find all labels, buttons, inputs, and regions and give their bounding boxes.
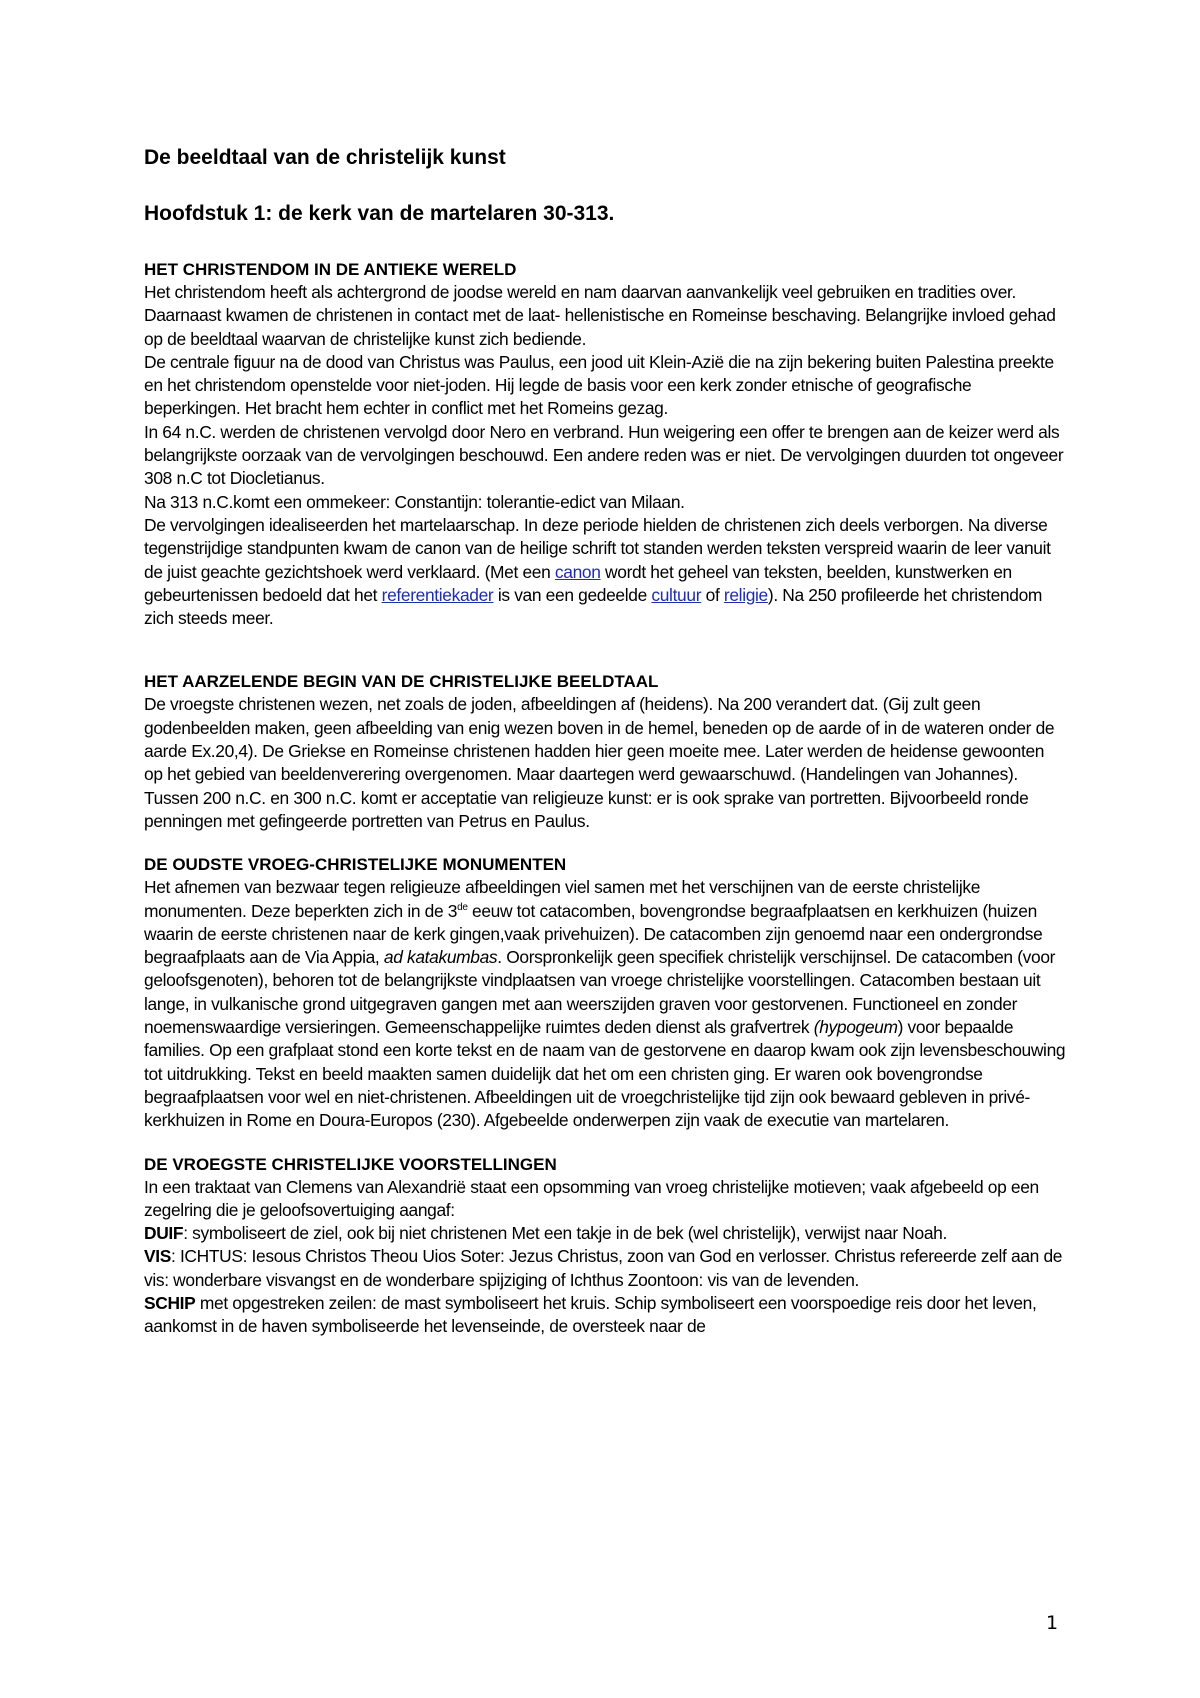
paragraph: Het christendom heeft als achtergrond de joodse wereld en nam daarvan aanvankelijk veel gebruiken en tradities over. Daarnaast kwamen de christenen in contact met de laat- hellenistische en Romeinse beschaving. Belangrijke invloed gehad op de beeldtaal waarvan de christelijke kunst zich bediende. — [144, 282, 1056, 349]
paragraph-with-links — [144, 514, 1066, 630]
section-christendom-antieke-wereld — [144, 258, 1066, 630]
page-content — [144, 144, 1066, 1339]
section-heading: HET CHRISTENDOM IN DE ANTIEKE WERELD — [144, 260, 517, 279]
section-aarzelende-begin — [144, 670, 1066, 833]
link-canon[interactable]: canon — [554, 561, 601, 582]
text-run: Het afnemen van bezwaar tegen religieuze afbeeldingen viel samen met het verschijnen van de eerste christelijke monumenten. Deze beperkten zich in de 3 — [144, 877, 981, 921]
text-run: eeuw tot catacomben, bovengrondse begraafplaatsen en kerkhuizen (huizen waarin de eerste christenen naar de kerk gingen,vaak privehuizen). De catacomben zijn genoemd naar een ondergrondse begraafplaats aan de Via Appia, — [144, 900, 1043, 968]
text-run: De vervolgingen idealiseerden het martelaarschap. In deze periode hielden de christenen zich deels verborgen. Na diverse tegenstrijdige standpunten kwam de canon van de heilige schrift tot standen werden teksten verspreid waarin de leer vanuit de juist geachte gezichtshoek werd verklaard. (Met een — [144, 514, 1051, 582]
text-run: ). Na 250 profileerde het christendom zich steeds meer. — [144, 584, 1043, 629]
paragraph: Na 313 n.C.komt een ommekeer: Constantijn: tolerantie-edict van Milaan. — [144, 491, 685, 512]
text-run: ) voor bepaalde families. Op een grafplaat stond een korte tekst en de naam van de gestorvene en daarop kwam ook zijn levensbeschouwing tot uitdrukking. Tekst en beeld maakten samen duidelijk dat het om een christen ging. Er waren ook bovengrondse begraafplaatsen voor wel en niet-christenen. Afbeeldingen uit de vroegchristelijke tijd zijn ook bewaard gebleven in privé-kerkhuizen in Rome en Doura-Europos (230). Afgebeelde onderwerpen zijn vaak de executie van martelaren. — [144, 1017, 1066, 1131]
text-run: : symboliseert de ziel, ook bij niet christenen Met een takje in de bek (wel christelijk), verwijst naar Noah. — [183, 1223, 947, 1244]
text-run: is van een gedeelde — [493, 584, 652, 605]
text-run: : ICHTUS: Iesous Christos Theou Uios Soter: Jezus Christus, zoon van God en verlosser. Christus refereerde zelf aan de vis: wonderbare visvangst en de wonderbare spijziging of Ichthus Zoontoon: vis van de levenden. — [144, 1246, 1063, 1290]
paragraph: In een traktaat van Clemens van Alexandrië staat een opsomming van vroeg christelijke motieven; vaak afgebeeld op een zegelring die je geloofsovertuiging aangaf: — [144, 1176, 1039, 1220]
document-title: De beeldtaal van de christelijk kunst — [144, 146, 506, 169]
text-run: wordt het geheel van teksten, beelden, kunstwerken en gebeurtenissen bedoeld dat het — [144, 561, 1012, 605]
section-vroegste-voorstellingen — [144, 1153, 1066, 1339]
paragraph: In 64 n.C. werden de christenen vervolgd door Nero en verbrand. Hun weigering een offer te brengen aan de keizer werd als belangrijkste oorzaak van de vervolgingen beschouwd. Een andere reden was er niet. De vervolgingen duurden tot ongeveer 308 n.C tot Diocletianus. — [144, 421, 1064, 489]
motif-label: DUIF — [144, 1223, 184, 1244]
motif-duif — [144, 1222, 1066, 1245]
text-run: of — [701, 584, 724, 605]
italic-term: ad katakumbas — [383, 947, 498, 968]
paragraph: De centrale figuur na de dood van Christus was Paulus, een jood uit Klein-Azië die na zijn bekering buiten Palestina preekte en het christendom openstelde voor niet-joden. Hij legde de basis voor een kerk zonder etnische of geografische beperkingen. Het bracht hem echter in conflict met het Romeins gezag. — [144, 351, 1054, 419]
chapter-title: Hoofdstuk 1: de kerk van de martelaren 30-313. — [144, 202, 615, 225]
link-cultuur[interactable]: cultuur — [651, 584, 702, 605]
text-run: met opgestreken zeilen: de mast symboliseert het kruis. Schip symboliseert een voorspoedige reis door het leven, aankomst in de haven symboliseerde het levenseinde, de oversteek naar de — [144, 1292, 1037, 1337]
motif-label: VIS — [144, 1246, 171, 1267]
motif-label: SCHIP — [144, 1292, 196, 1313]
paragraph: De vroegste christenen wezen, net zoals de joden, afbeeldingen af (heidens). Na 200 verandert dat. (Gij zult geen godenbeelden maken, geen afbeelding van enig wezen boven in de hemel, beneden op de aarde of in de wateren onder de aarde Ex.20,4). De Griekse en Romeinse christenen hadden hier geen moeite mee. Later werden de heidense gewoonten op het gebied van beeldenverering overgenomen. Maar daartegen werd gewaarschuwd. (Handelingen van Johannes). Tussen 200 n.C. en 300 n.C. komt er acceptatie van religieuze kunst: er is ook sprake van portretten. Bijvoorbeeld ronde penningen met gefingeerde portretten van Petrus en Paulus. — [144, 694, 1055, 831]
italic-term: (hypogeum — [813, 1017, 898, 1038]
section-heading: HET AARZELENDE BEGIN VAN DE CHRISTELIJKE BEELDTAAL — [144, 672, 659, 692]
section-heading: DE VROEGSTE CHRISTELIJKE VOORSTELLINGEN — [144, 1154, 557, 1174]
superscript: de — [457, 901, 468, 913]
motif-schip — [144, 1292, 1066, 1339]
text-run: . Oorspronkelijk geen specifiek christelijk verschijnsel. De catacomben (voor geloofsgenoten), behoren tot de belangrijkste vindplaatsen van vroege christelijke voorstellingen. Catacomben bestaan uit lange, in vulkanische grond uitgegraven gangen met aan weerszijden graven voor gestorvenen. Functioneel en zonder noemenswaardige versieringen. Gemeenschappelijke ruimtes deden dienst als grafvertrek — [144, 947, 1056, 1038]
link-religie[interactable]: religie — [723, 584, 768, 605]
section-oudste-monumenten — [144, 853, 1066, 1132]
section-heading: DE OUDSTE VROEG-CHRISTELIJKE MONUMENTEN — [144, 855, 567, 875]
link-referentiekader[interactable]: referentiekader — [381, 584, 494, 605]
motif-vis — [144, 1245, 1066, 1292]
page-number: 1 — [1046, 1612, 1059, 1634]
paragraph — [144, 876, 1066, 1132]
